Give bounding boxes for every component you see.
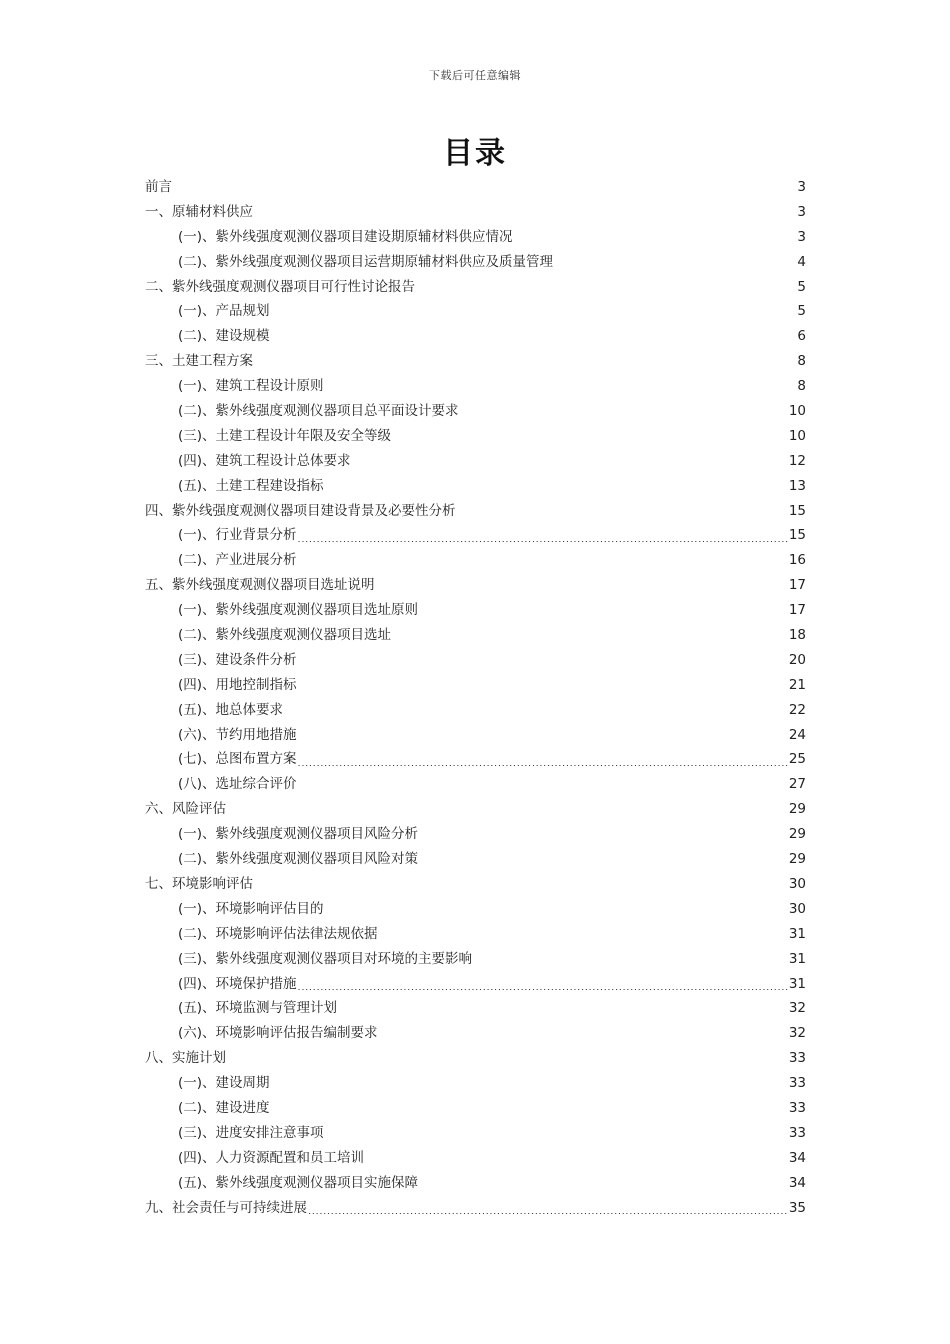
toc-dot-leader [419,840,788,841]
toc-dot-leader [325,392,797,393]
toc-entry-label: 九、社会责任与可持续进展 [145,1199,307,1216]
toc-subentry[interactable] [145,947,806,972]
toc-entry[interactable] [145,872,806,897]
toc-entry-label: (一)、紫外线强度观测仪器项目建设期原辅材料供应情况 [178,228,513,245]
toc-page-number: 3 [797,179,806,195]
toc-dot-leader [338,1014,788,1015]
toc-subentry[interactable] [145,822,806,847]
toc-page-number: 30 [788,900,806,917]
toc-page-number: 34 [788,1174,806,1191]
toc-entry-label: 五、紫外线强度观测仪器项目选址说明 [145,577,375,594]
toc-page-number: 8 [797,353,806,370]
toc-page-number: 18 [788,627,806,644]
toc-subentry[interactable] [145,449,806,474]
toc-dot-leader [379,1039,788,1040]
toc-entry-label: (六)、节约用地措施 [178,726,297,743]
toc-page-number: 24 [788,726,806,743]
page-header: 下载后可任意编辑 [429,69,521,82]
toc-entry[interactable] [145,1196,806,1221]
toc-dot-leader [514,243,797,244]
toc-entry-label: (五)、紫外线强度观测仪器项目实施保障 [178,1174,419,1191]
toc-page-number: 10 [788,403,806,420]
toc-page-number: 33 [788,1050,806,1067]
toc-dot-leader [298,741,788,742]
toc-page-number: 22 [788,701,806,718]
toc-page-number: 16 [788,552,806,569]
toc-entry-label: (五)、环境监测与管理计划 [178,1000,338,1017]
toc-entry-label: (二)、紫外线强度观测仪器项目选址 [178,627,392,644]
toc-entry-label: (二)、产业进展分析 [178,552,297,569]
toc-page-number: 30 [788,875,806,892]
toc-entry[interactable] [145,275,806,300]
toc-page-number: 15 [788,502,806,519]
toc-entry[interactable] [145,499,806,524]
toc-dot-leader [379,940,788,941]
toc-entry-label: 前言 [145,179,172,195]
toc-subentry[interactable] [145,996,806,1021]
toc-entry-label: (一)、行业背景分析 [178,527,297,544]
toc-dot-leader [298,989,788,990]
toc-entry-label: (三)、建设条件分析 [178,651,297,668]
toc-dot-leader [173,193,796,194]
toc-dot-leader [227,815,788,816]
toc-dot-leader [271,1114,788,1115]
toc-dot-leader [298,790,788,791]
toc-subentry[interactable] [145,374,806,399]
toc-subentry[interactable] [145,698,806,723]
toc-page-number: 25 [788,751,806,768]
toc-entry-label: (一)、建设周期 [178,1075,270,1092]
toc-dot-leader [325,1139,788,1140]
toc-entry-label: (五)、土建工程建设指标 [178,477,324,494]
toc-subentry[interactable] [145,673,806,698]
toc-dot-leader [227,1064,788,1065]
toc-entry-label: (二)、紫外线强度观测仪器项目总平面设计要求 [178,403,459,420]
toc-subentry[interactable] [145,399,806,424]
toc-entry[interactable] [145,200,806,225]
toc-page-number: 20 [788,651,806,668]
toc-dot-leader [392,442,788,443]
toc-subentry[interactable] [145,723,806,748]
toc-entry-label: (一)、紫外线强度观测仪器项目风险分析 [178,826,419,843]
toc-page-number: 21 [788,676,806,693]
toc-entry-label: (二)、建设规模 [178,328,270,345]
toc-dot-leader [284,716,788,717]
toc-dot-leader [416,293,796,294]
toc-entry-label: (一)、紫外线强度观测仪器项目选址原则 [178,602,419,619]
toc-subentry[interactable] [145,523,806,548]
toc-entry-label: (三)、土建工程设计年限及安全等级 [178,427,392,444]
toc-page-number: 32 [788,1000,806,1017]
toc-page-number: 3 [797,203,806,220]
toc-entry[interactable] [145,573,806,598]
toc-entry-label: 八、实施计划 [145,1050,226,1067]
toc-page-number: 33 [788,1099,806,1116]
toc-page-number: 29 [788,826,806,843]
toc-subentry[interactable] [145,972,806,997]
toc-subentry[interactable] [145,424,806,449]
toc-page-number: 35 [788,1199,806,1216]
toc-subentry[interactable] [145,747,806,772]
toc-dot-leader [392,641,788,642]
toc-dot-leader [460,417,788,418]
toc-entry-label: 二、紫外线强度观测仪器项目可行性讨论报告 [145,278,415,295]
toc-entry-label: 三、土建工程方案 [145,353,253,370]
toc-page-number: 31 [788,975,806,992]
toc-dot-leader [352,467,788,468]
toc-entry-label: 一、原辅材料供应 [145,203,253,220]
page-title: 目录 [443,136,507,171]
toc-entry-label: (二)、紫外线强度观测仪器项目风险对策 [178,851,419,868]
toc-subentry[interactable] [145,897,806,922]
toc-page-number: 29 [788,851,806,868]
toc-subentry[interactable] [145,598,806,623]
toc-entry[interactable] [145,175,806,200]
toc-page-number: 4 [797,253,806,270]
toc-subentry[interactable] [145,1146,806,1171]
toc-dot-leader [254,890,788,891]
toc-entry-label: (二)、建设进度 [178,1099,270,1116]
toc-entry[interactable] [145,1046,806,1071]
toc-dot-leader [298,666,788,667]
toc-entry-label: (二)、环境影响评估法律法规依据 [178,925,378,942]
toc-entry-label: (三)、进度安排注意事项 [178,1124,324,1141]
toc-page-number: 3 [797,228,806,245]
toc-page-number: 33 [788,1075,806,1092]
toc-subentry[interactable] [145,623,806,648]
toc-page-number: 17 [788,602,806,619]
toc-page-number: 15 [788,527,806,544]
toc-dot-leader [419,1189,788,1190]
toc-entry-label: (七)、总图布置方案 [178,751,297,768]
toc-dot-leader [308,1213,788,1214]
table-of-contents [145,175,806,1220]
toc-entry-label: (八)、选址综合评价 [178,776,297,793]
toc-dot-leader [376,591,788,592]
toc-page-number: 13 [788,477,806,494]
toc-dot-leader [298,765,788,766]
toc-page-number: 6 [797,328,806,345]
toc-page-number: 12 [788,452,806,469]
toc-page-number: 34 [788,1149,806,1166]
toc-entry-label: (四)、环境保护措施 [178,975,297,992]
toc-dot-leader [325,492,788,493]
toc-page-number: 5 [797,303,806,320]
toc-entry-label: (二)、紫外线强度观测仪器项目运营期原辅材料供应及质量管理 [178,253,554,270]
toc-dot-leader [419,616,788,617]
toc-subentry[interactable] [145,1121,806,1146]
toc-dot-leader [298,541,788,542]
toc-entry-label: (一)、建筑工程设计原则 [178,378,324,395]
toc-entry-label: (四)、人力资源配置和员工培训 [178,1149,365,1166]
toc-entry-label: 七、环境影响评估 [145,875,253,892]
toc-page-number: 8 [797,378,806,395]
toc-entry-label: (六)、环境影响评估报告编制要求 [178,1025,378,1042]
toc-dot-leader [554,268,796,269]
toc-dot-leader [298,691,788,692]
toc-subentry[interactable] [145,324,806,349]
toc-subentry[interactable] [145,1171,806,1196]
toc-dot-leader [271,317,797,318]
toc-subentry[interactable] [145,474,806,499]
toc-entry-label: (四)、用地控制指标 [178,676,297,693]
toc-page-number: 27 [788,776,806,793]
toc-page-number: 10 [788,427,806,444]
toc-subentry[interactable] [145,1071,806,1096]
toc-entry-label: (五)、地总体要求 [178,701,284,718]
toc-subentry[interactable] [145,1096,806,1121]
toc-dot-leader [254,218,796,219]
toc-subentry[interactable] [145,250,806,275]
toc-page-number: 29 [788,801,806,818]
toc-subentry[interactable] [145,548,806,573]
toc-subentry[interactable] [145,1021,806,1046]
toc-subentry[interactable] [145,225,806,250]
toc-subentry[interactable] [145,772,806,797]
toc-entry[interactable] [145,349,806,374]
toc-page-number: 17 [788,577,806,594]
toc-entry-label: (一)、产品规划 [178,303,270,320]
toc-subentry[interactable] [145,922,806,947]
toc-dot-leader [271,342,797,343]
toc-entry-label: 四、紫外线强度观测仪器项目建设背景及必要性分析 [145,502,456,519]
toc-page-number: 31 [788,925,806,942]
toc-page-number: 31 [788,950,806,967]
toc-entry-label: (四)、建筑工程设计总体要求 [178,452,351,469]
toc-entry-label: (一)、环境影响评估目的 [178,900,324,917]
toc-page-number: 33 [788,1124,806,1141]
toc-entry-label: (三)、紫外线强度观测仪器项目对环境的主要影响 [178,950,473,967]
toc-subentry[interactable] [145,299,806,324]
toc-page-number: 32 [788,1025,806,1042]
toc-dot-leader [457,517,788,518]
toc-dot-leader [254,367,796,368]
toc-dot-leader [419,865,788,866]
toc-dot-leader [325,915,788,916]
toc-subentry[interactable] [145,648,806,673]
toc-entry[interactable] [145,797,806,822]
toc-dot-leader [365,1164,788,1165]
toc-subentry[interactable] [145,847,806,872]
toc-dot-leader [271,1089,788,1090]
toc-dot-leader [298,566,788,567]
toc-page-number: 5 [797,278,806,295]
toc-entry-label: 六、风险评估 [145,801,226,818]
toc-dot-leader [473,965,788,966]
